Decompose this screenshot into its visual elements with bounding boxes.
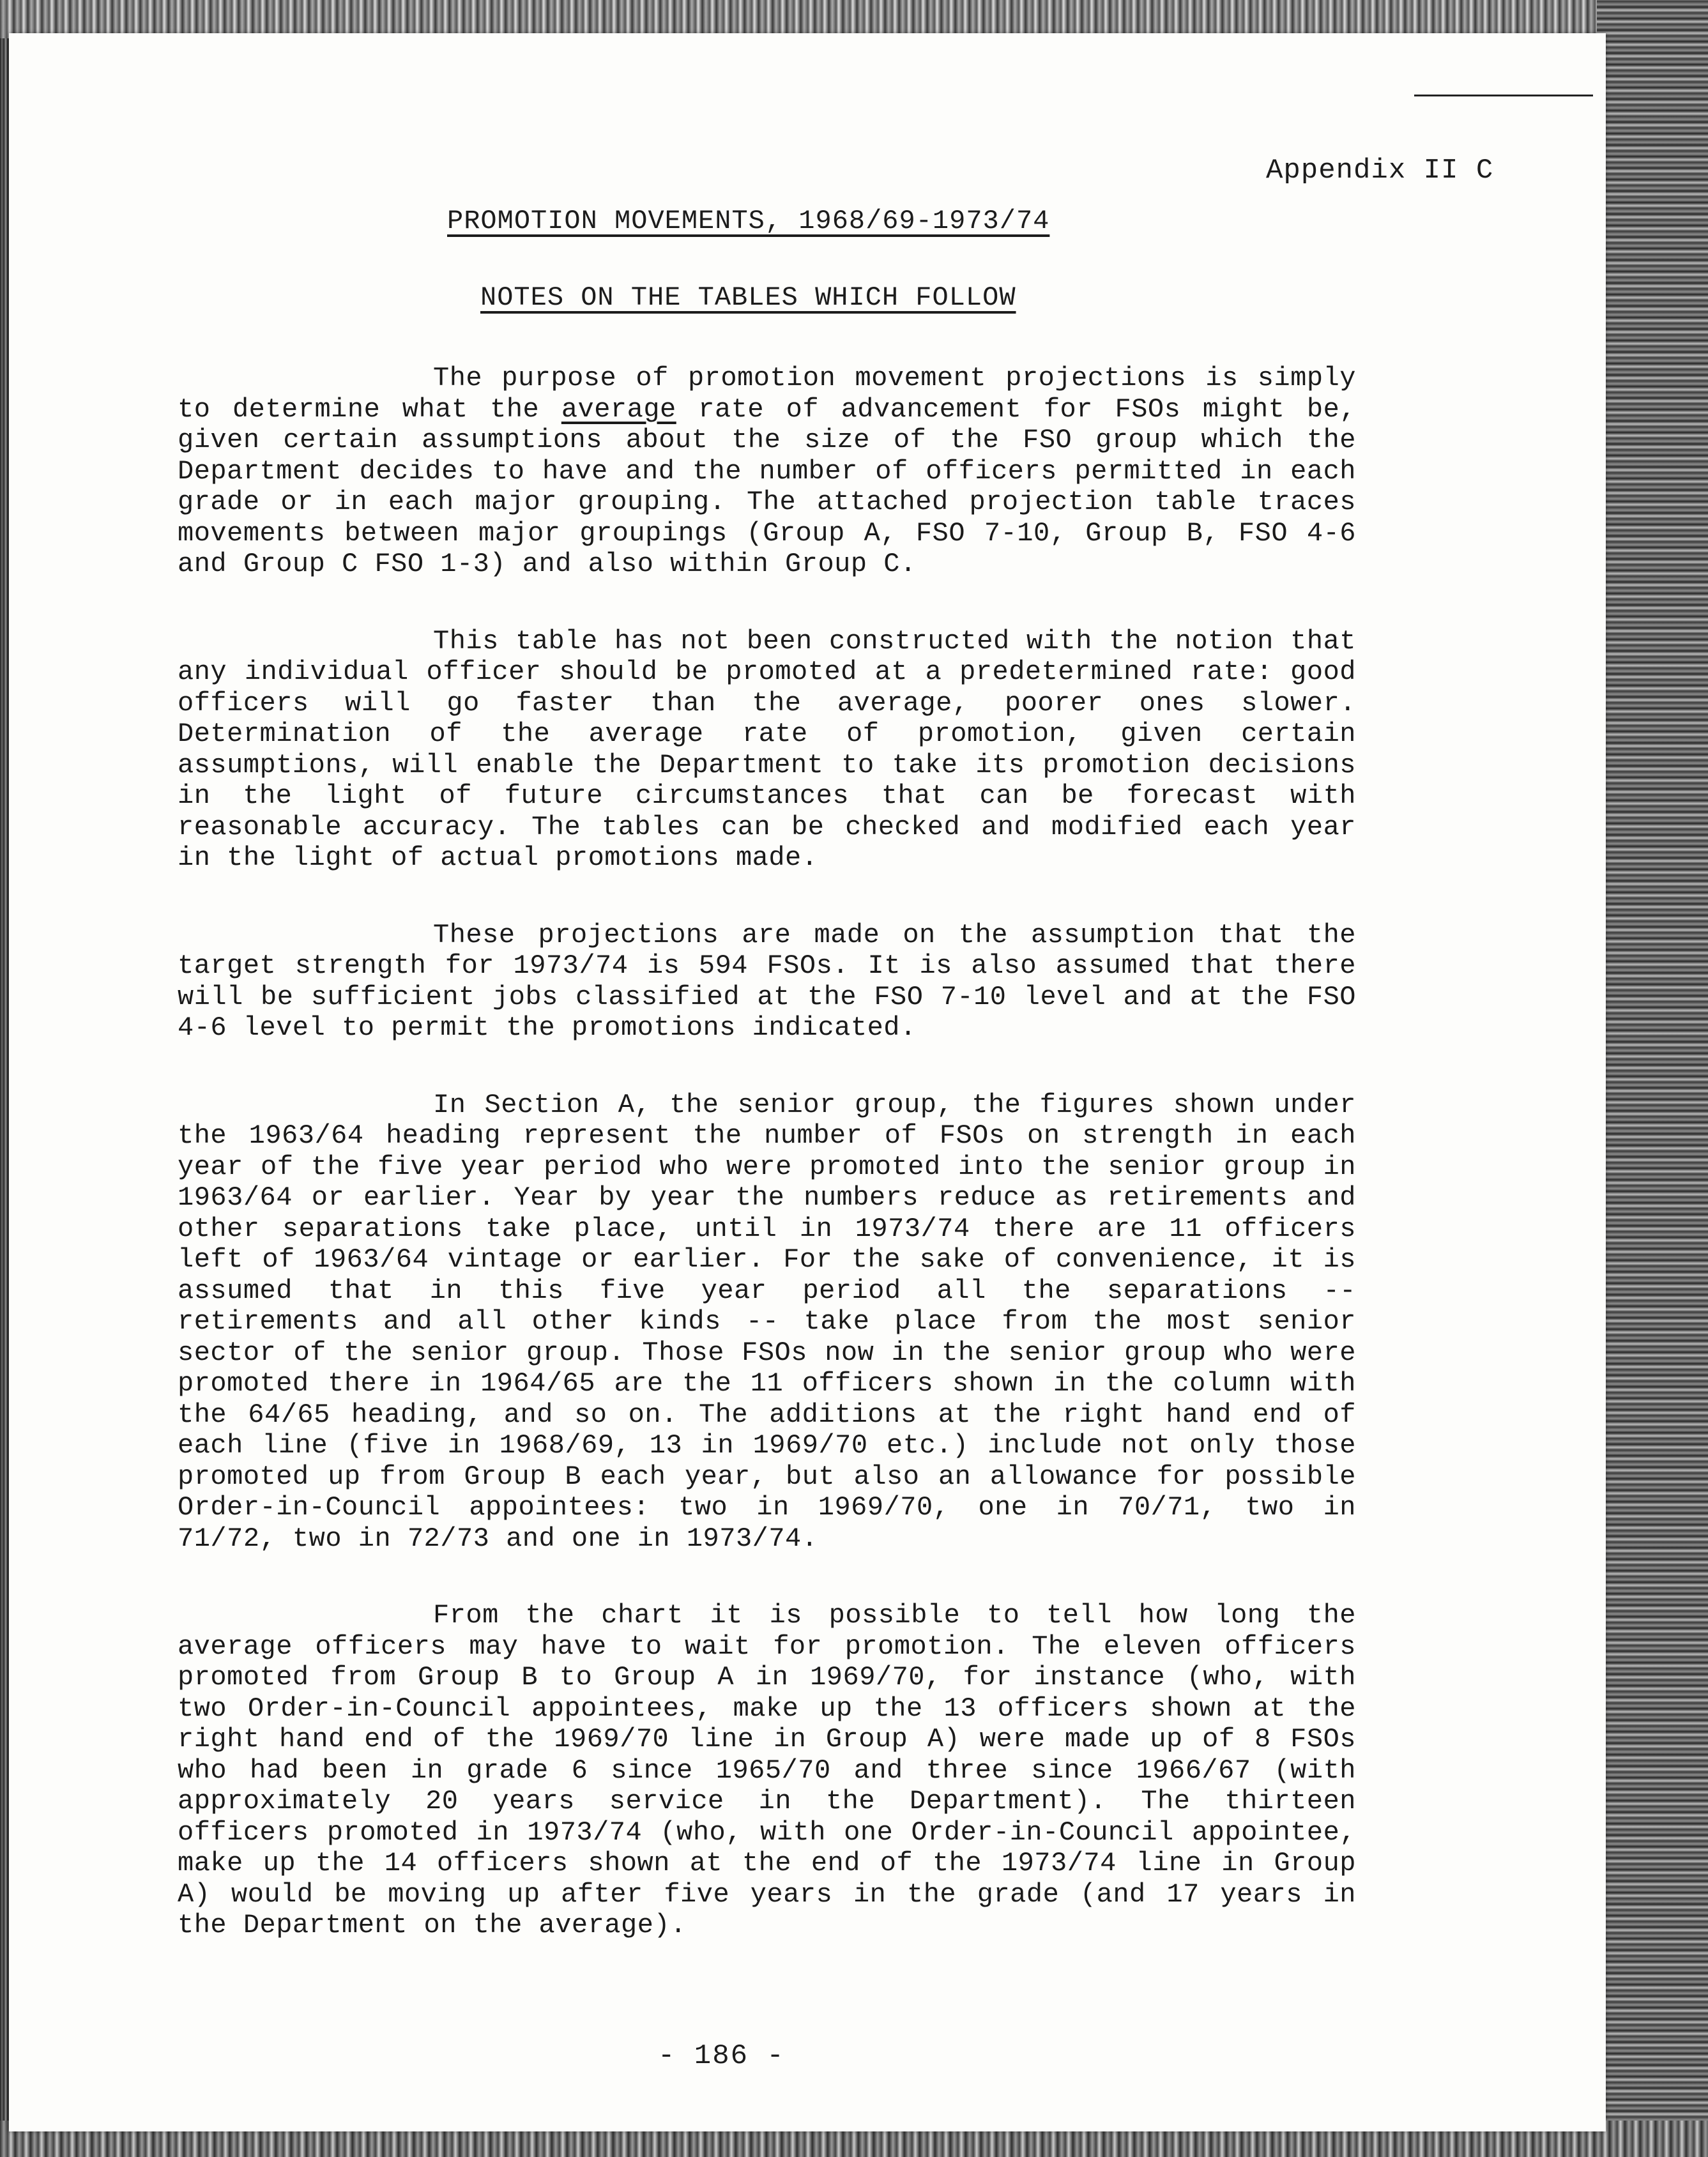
paragraph-1 (178, 363, 1356, 580)
paragraph-1-after: rate of advancement for FSOs might be, given certain assumptions about the size of the FSO group which the Department decides to have and the number of officers permitted in each grade or in each major grouping. The attached projection table traces movements between major groupings (Group A, FSO 7-10, Group B, FSO 4-6 and Group C FSO 1-3) and also within Group C. (178, 393, 1356, 579)
paragraph-5: From the chart it is possible to tell how long the average officers may have to wait for promotion. The eleven officers promoted from Group B to Group A in 1969/70, for instance (who, with two Order-in-Council appointees, make up the 13 officers shown at the right hand end of the 1969/70 line in Group A) were made up of 8 FSOs who had been in grade 6 since 1965/70 and three since 1966/67 (with approximately 20 years service in the Department). The thirteen officers promoted in 1973/74 (who, with one Order-in-Council appointee, make up the 14 officers shown at the end of the 1973/74 line in Group A) would be moving up after five years in the grade (and 17 years in the Department on the average). (178, 1600, 1356, 1940)
paragraph-2: This table has not been constructed with the notion that any individual officer should be promoted at a predetermined rate: good officers will go faster than the average, poorer ones slower. Determination of the average rate of promotion, given certain assumptions, will enable the Department to take its promotion decisions in the light of future circumstances that can be forecast with reasonable accuracy. The tables can be checked and modified each year in the light of actual promotions made. (178, 625, 1356, 873)
scan-right-edge (1597, 0, 1708, 2157)
appendix-label: Appendix II C (1266, 155, 1494, 187)
body-text (178, 363, 1356, 1987)
document-subtitle: NOTES ON THE TABLES WHICH FOLLOW (480, 282, 1016, 313)
paragraph-1-before: The purpose of promotion movement projections is simply to determine what the (178, 363, 1356, 425)
paragraph-3: These projections are made on the assumption that the target strength for 1973/74 is 594 FSOs. It is also assumed that there will be sufficient jobs classified at the FSO 7-10 level and at the FSO 4-6 level to permit the promotions indicated. (178, 919, 1356, 1043)
page-number: - 186 - (658, 2040, 785, 2072)
paragraph-4: In Section A, the senior group, the figures shown under the 1963/64 heading represent the number of FSOs on strength in each year of the five year period who were promoted into the senior group in 1963/64 or earlier. Year by year the numbers reduce as retirements and other separations take place, until in 1973/74 there are 11 officers left of 1963/64 vintage or earlier. For the sake of convenience, it is assumed that in this five year period all the separations -- retirements and all other kinds -- take place from the most senior sector of the senior group. Those FSOs now in the senior group who were promoted there in 1964/65 are the 11 officers shown in the column with the 64/65 heading, and so on. The additions at the right hand end of each line (five in 1968/69, 13 in 1969/70 etc.) include not only those promoted up from Group B each year, but also an allowance for possible Order-in-Council appointees: two in 1969/70, one in 70/71, two in 71/72, two in 72/73 and one in 1973/74. (178, 1089, 1356, 1554)
scan-top-edge (0, 0, 1708, 38)
paragraph-1-underlined: average (561, 393, 676, 425)
page-edge-rule (1414, 95, 1593, 96)
document-title: PROMOTION MOVEMENTS, 1968/69-1973/74 (447, 206, 1050, 236)
